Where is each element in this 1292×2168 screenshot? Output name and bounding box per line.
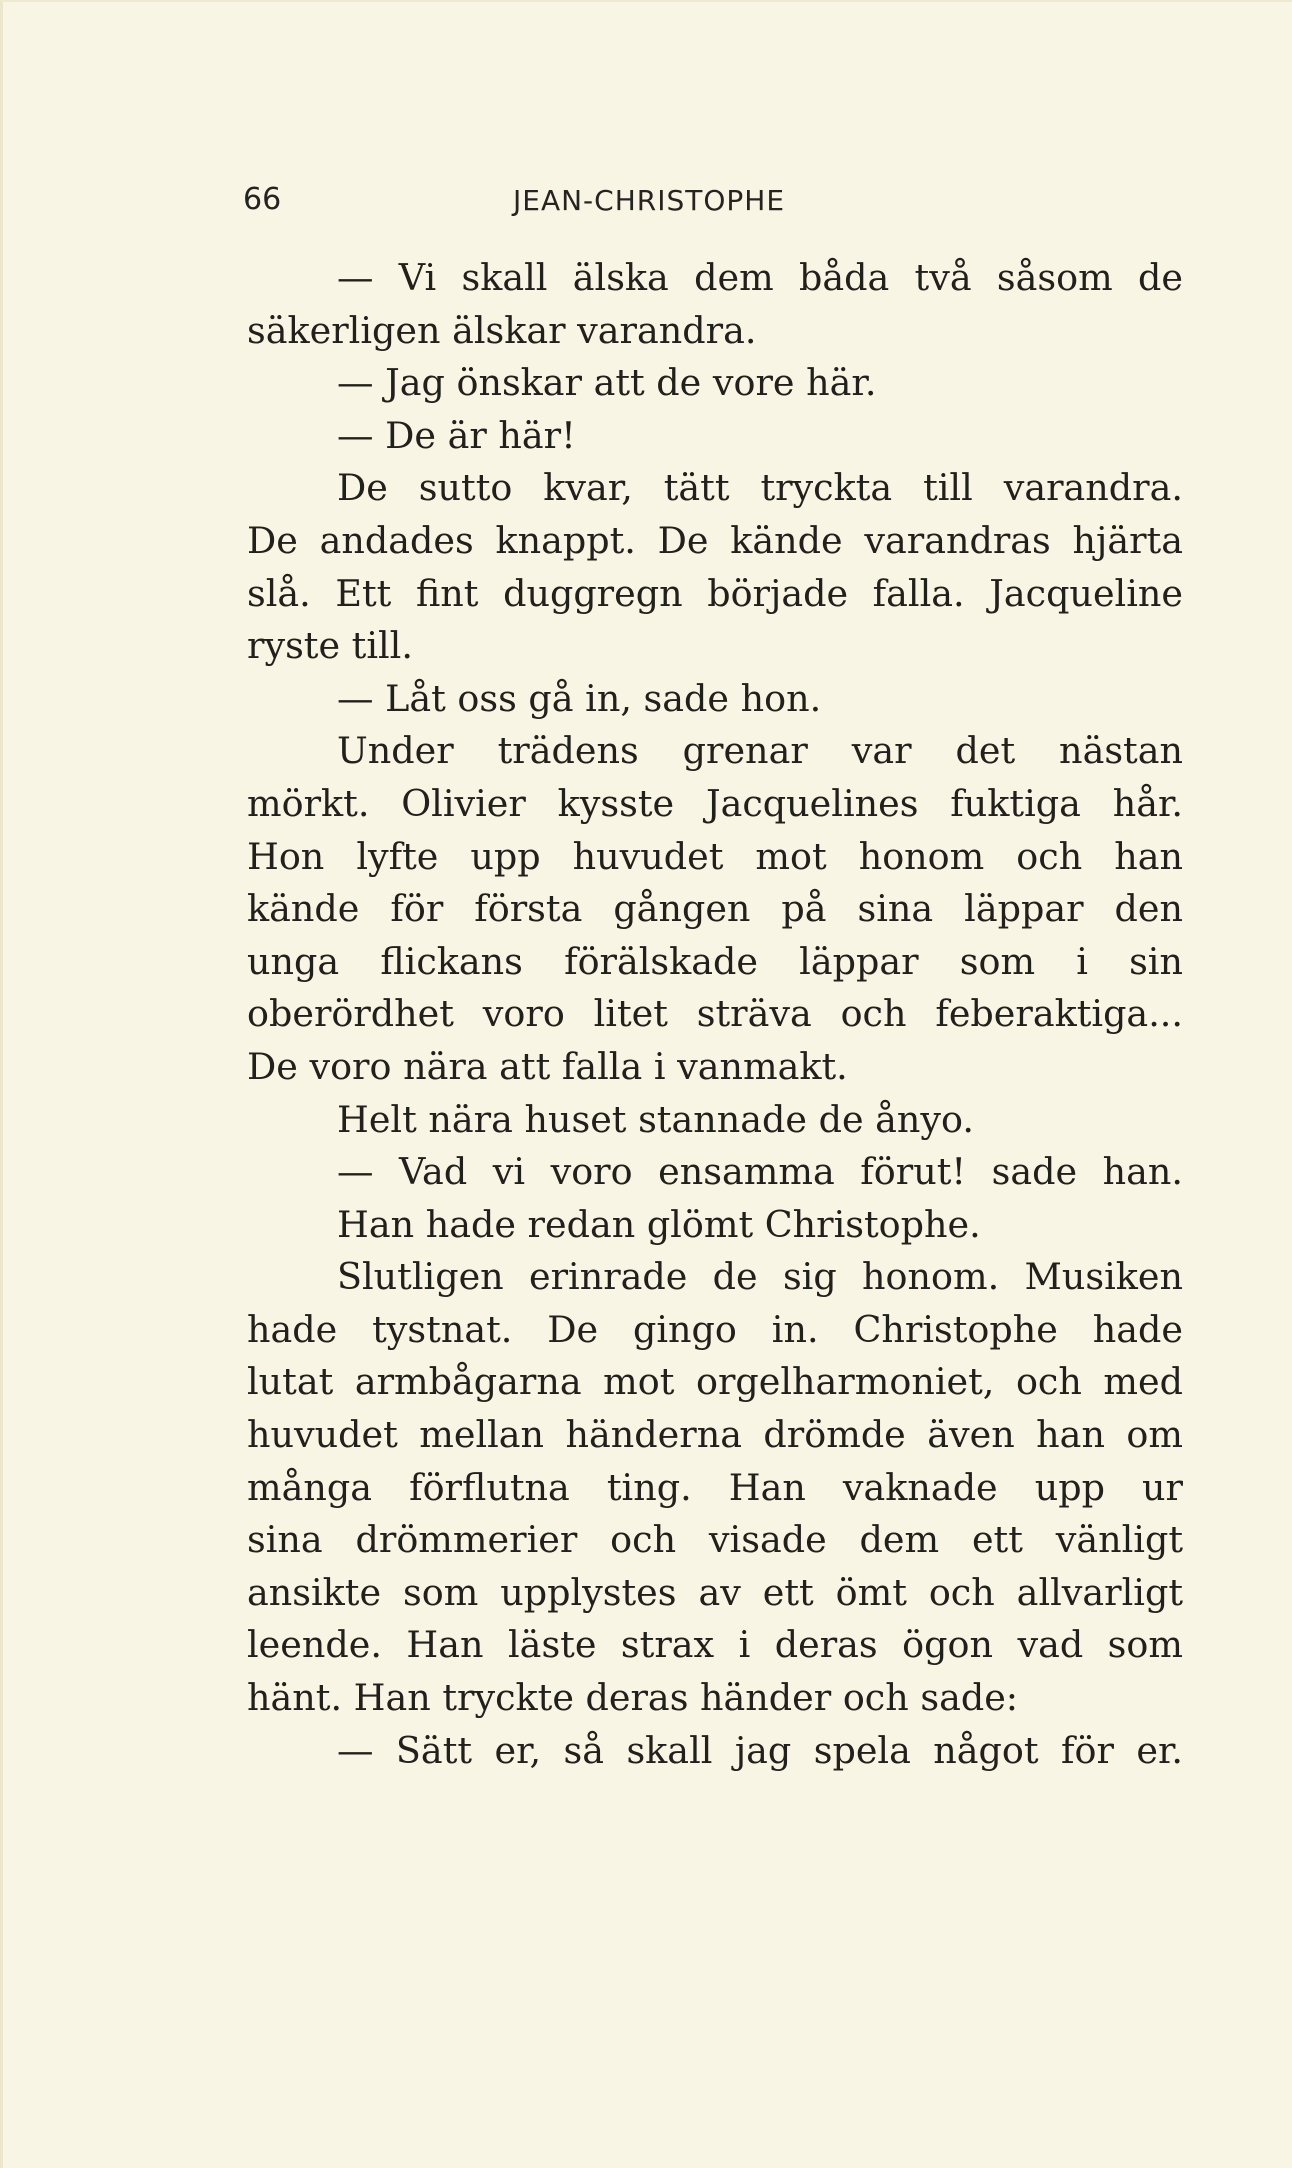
text-line: mörkt. Olivier kysste Jacquelines fuktiga hår. <box>247 781 1183 825</box>
text-line: Han hade redan glömt Christophe. <box>337 1202 981 1246</box>
text-line: Hon lyfte upp huvudet mot honom och han <box>247 834 1183 878</box>
text-line: Slutligen erinrade de sig honom. Musiken <box>337 1255 1183 1299</box>
text-line: — Sätt er, så skall jag spela något för er. <box>337 1728 1183 1772</box>
page-header <box>243 182 1183 226</box>
page-number: 66 <box>243 182 282 217</box>
text-line: säkerligen älskar varandra. <box>247 308 757 352</box>
text-line: Helt nära huset stannade de ånyo. <box>337 1097 974 1141</box>
text-line: ryste till. <box>247 624 413 668</box>
text-line: kände för första gången på sina läppar den <box>247 887 1183 931</box>
text-line: — Vi skall älska dem båda två såsom de <box>337 256 1183 299</box>
text-line: — Låt oss gå in, sade hon. <box>337 676 822 720</box>
text-line: slå. Ett fint duggregn började falla. Jacqueline <box>247 571 1183 615</box>
body-text <box>247 252 1183 1777</box>
text-line: ansikte som upplystes av ett ömt och allvarligt <box>247 1570 1183 1614</box>
text-line: — De är här! <box>337 413 576 457</box>
text-line: oberördhet voro litet sträva och feberaktiga... <box>247 992 1183 1036</box>
text-line: De sutto kvar, tätt tryckta till varandra. <box>337 466 1183 510</box>
text-line: De voro nära att falla i vanmakt. <box>247 1044 848 1088</box>
text-line: lutat armbågarna mot orgelharmoniet, och med <box>247 1360 1183 1404</box>
text-line: — Jag önskar att de vore här. <box>337 361 877 405</box>
running-title: JEAN-CHRISTOPHE <box>513 184 786 217</box>
text-line: sina drömmerier och visade dem ett vänligt <box>247 1518 1183 1562</box>
text-line: hade tystnat. De gingo in. Christophe hade <box>247 1307 1183 1351</box>
text-line: många förflutna ting. Han vaknade upp ur <box>247 1465 1183 1509</box>
text-line: leende. Han läste strax i deras ögon vad som <box>247 1623 1183 1667</box>
text-line: unga flickans förälskade läppar som i sin <box>247 939 1183 983</box>
text-line: Under trädens grenar var det nästan <box>337 729 1183 773</box>
text-line: hänt. Han tryckte deras händer och sade: <box>247 1676 1019 1720</box>
text-line: huvudet mellan händerna drömde även han om <box>247 1413 1183 1457</box>
text-line: De andades knappt. De kände varandras hjärta <box>247 518 1183 562</box>
text-line: — Vad vi voro ensamma förut! sade han. <box>337 1150 1183 1194</box>
